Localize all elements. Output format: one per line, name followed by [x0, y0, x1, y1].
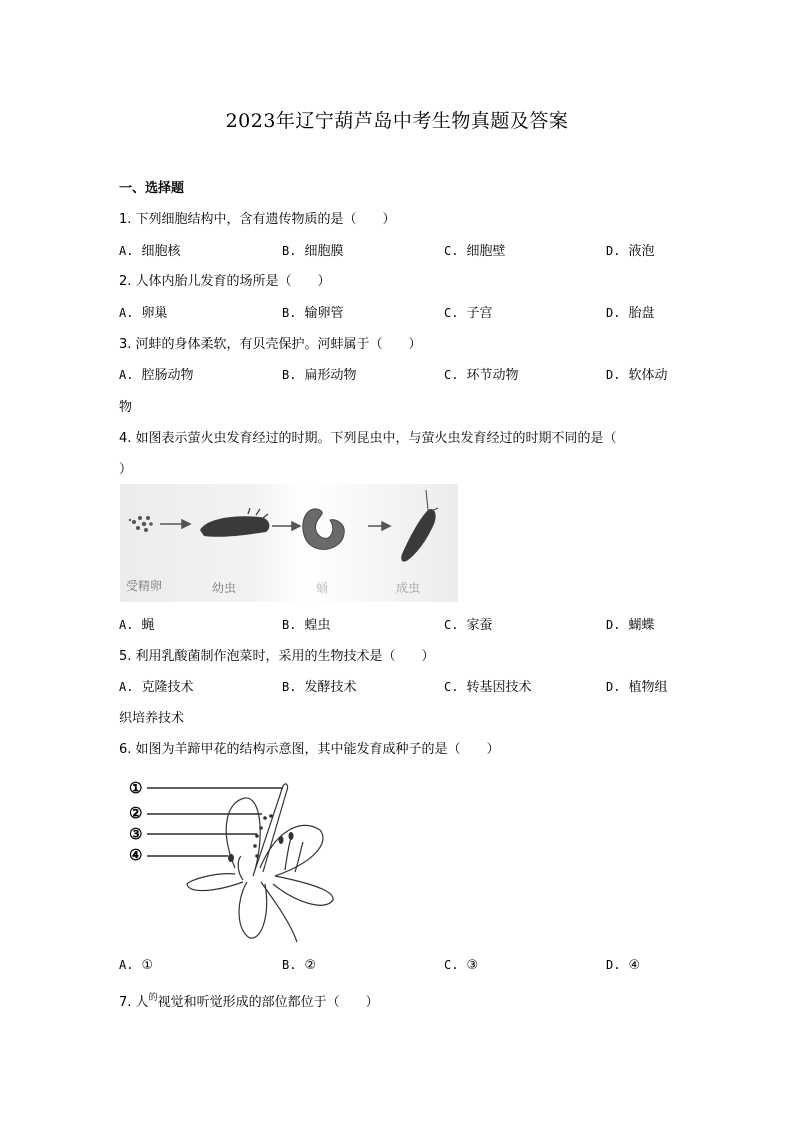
- question-1-stem: 1. 下列细胞结构中，含有遗传物质的是（ ）: [119, 212, 396, 227]
- question-4-stem: 4. 如图表示萤火虫发育经过的时期。下列昆虫中，与萤火虫发育经过的时期不同的是（: [119, 431, 617, 446]
- firefly-lifecycle-figure: [120, 484, 458, 602]
- q3-option-d[interactable]: D. 软体动: [606, 368, 668, 383]
- q4-option-c[interactable]: C. 家蚕: [444, 618, 493, 633]
- svg-text:受精卵: 受精卵: [126, 579, 163, 593]
- svg-text:蛹: 蛹: [316, 581, 329, 595]
- q1-option-b[interactable]: B. 细胞膜: [282, 244, 344, 259]
- q6-option-d[interactable]: D. ④: [606, 958, 641, 973]
- q2-option-b[interactable]: B. 输卵管: [282, 306, 344, 321]
- q2-option-c[interactable]: C. 子宫: [444, 306, 493, 321]
- svg-text:幼虫: 幼虫: [212, 581, 237, 595]
- q2-option-a[interactable]: A. 卵巢: [119, 306, 168, 321]
- q6-option-b[interactable]: B. ②: [282, 958, 317, 973]
- q3-option-d-wrap: 物: [119, 400, 133, 415]
- section-heading: 一、选择题: [119, 181, 185, 196]
- svg-text:②: ②: [129, 804, 143, 822]
- q3-option-b[interactable]: B. 扁形动物: [282, 368, 357, 383]
- q4-option-b[interactable]: B. 蝗虫: [282, 618, 331, 633]
- q3-option-c[interactable]: C. 环节动物: [444, 368, 519, 383]
- q4-option-a[interactable]: A. 蝇: [119, 618, 155, 633]
- q1-option-a[interactable]: A. 细胞核: [119, 244, 181, 259]
- q6-option-a[interactable]: A. ①: [119, 958, 154, 973]
- question-6-stem: 6. 如图为羊蹄甲花的结构示意图，其中能发育成种子的是（ ）: [119, 742, 500, 757]
- question-2-stem: 2. 人体内胎儿发育的场所是（ ）: [119, 274, 331, 289]
- q3-option-a[interactable]: A. 腔肠动物: [119, 368, 194, 383]
- question-5-stem: 5. 利用乳酸菌制作泡菜时，采用的生物技术是（ ）: [119, 649, 435, 664]
- svg-text:成虫: 成虫: [396, 581, 421, 595]
- question-4-stem-wrap: ）: [119, 462, 133, 477]
- q5-option-c[interactable]: C. 转基因技术: [444, 680, 532, 695]
- bauhinia-flower-diagram: [125, 772, 355, 944]
- q6-option-c[interactable]: C. ③: [444, 958, 479, 973]
- q4-option-d[interactable]: D. 蝴蝶: [606, 618, 655, 633]
- q5-option-d[interactable]: D. 植物组: [606, 680, 668, 695]
- q1-option-c[interactable]: C. 细胞壁: [444, 244, 506, 259]
- q5-option-d-wrap: 织培养技术: [119, 711, 185, 726]
- q2-option-d[interactable]: D. 胎盘: [606, 306, 655, 321]
- flower-structure-figure: [125, 772, 355, 944]
- svg-text:①: ①: [129, 779, 143, 797]
- document-title: 2023年辽宁葫芦岛中考生物真题及答案: [225, 110, 569, 132]
- q1-option-d[interactable]: D. 液泡: [606, 244, 655, 259]
- svg-text:③: ③: [129, 825, 143, 843]
- svg-text:④: ④: [129, 846, 143, 864]
- q5-option-b[interactable]: B. 发酵技术: [282, 680, 357, 695]
- firefly-lifecycle-illustration: [120, 484, 458, 602]
- question-3-stem: 3. 河蚌的身体柔软，有贝壳保护。河蚌属于（ ）: [119, 337, 422, 352]
- q5-option-a[interactable]: A. 克隆技术: [119, 680, 194, 695]
- question-7-stem: 7. 人$^的$视觉和听觉形成的部位都位于（ ）: [119, 993, 379, 1010]
